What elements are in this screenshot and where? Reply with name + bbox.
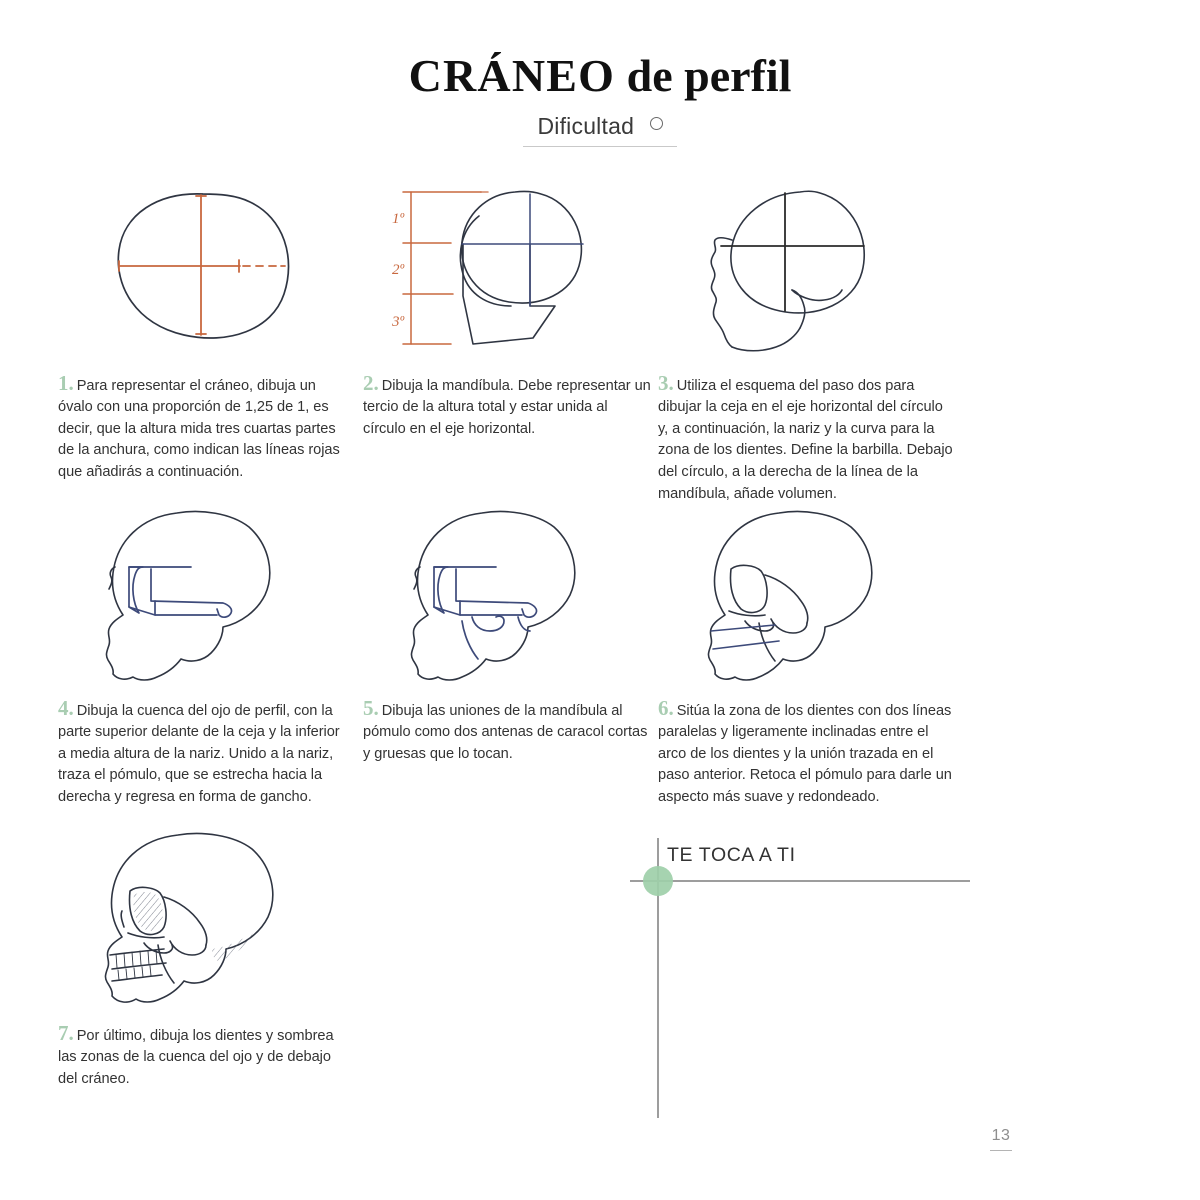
- step-4-number: 4.: [58, 695, 74, 720]
- step-5-caption: [363, 695, 653, 766]
- step-6: [658, 495, 953, 823]
- your-turn-marker-dot: [643, 866, 673, 896]
- step-2-illustration: [363, 170, 653, 358]
- step-5-illustration: [363, 495, 653, 683]
- your-turn-label: TE TOCA A TI: [667, 844, 796, 866]
- page-title-main: CRÁNEO: [408, 50, 616, 101]
- scale-mark-1: 1º: [392, 211, 405, 227]
- step-7-text: Por último, dibuja los dientes y sombrea las zonas de la cuenca del ojo y de debajo del cráneo.: [58, 1027, 334, 1087]
- step-1-caption-text: [58, 370, 348, 484]
- skull-step7-finished-shaded: [78, 823, 328, 1008]
- skull-step5-jaw-joints: [386, 503, 631, 683]
- step-6-text: Sitúa la zona de los dientes con dos líneas paralelas y ligeramente inclinadas entre el arco de los dientes y la unión trazada en el paso anterior. Retoca el pómulo para darle un aspecto más suave y redondeado.: [658, 702, 952, 805]
- eye-socket-shading: [133, 892, 162, 931]
- skull-step6-teeth-zone: [683, 503, 928, 683]
- your-turn-horizontal-rule: [630, 880, 970, 882]
- step-2: [363, 170, 653, 455]
- step-7-number: 7.: [58, 1020, 74, 1045]
- step-6-caption-text: [658, 695, 953, 809]
- step-6-illustration: [658, 495, 953, 683]
- step-3-text: Utiliza el esquema del paso dos para dibujar la ceja en el eje horizontal del círculo y, a continuación, la nariz y la curva para la zona de los dientes. Define la barbilla. Debajo del círculo, a la derecha de la línea de la mandíbula, añade volumen.: [658, 377, 953, 502]
- difficulty-label: Dificultad: [537, 113, 635, 140]
- step-4-text: Dibuja la cuenca del ojo de perfil, con la parte superior delante de la ceja y la inferior a media altura de la nariz. Unido a la nariz, traza el pómulo, que se estrecha hacia la derecha y regresa en forma de gancho.: [58, 702, 340, 805]
- scale-mark-2: 2º: [392, 262, 405, 278]
- step-3-illustration: [658, 170, 953, 358]
- page-header: [0, 52, 1200, 147]
- step-7-caption-text: [58, 1020, 348, 1091]
- step-3: [658, 170, 953, 520]
- step-1-text: Para representar el cráneo, dibuja un óvalo con una proporción de 1,25 de 1, es decir, que la altura mida tres cuartas partes de la anchura, como indican las líneas rojas que añadirás a continuación.: [58, 377, 340, 480]
- step-2-caption: [363, 370, 653, 441]
- step-4-illustration: [58, 495, 348, 683]
- difficulty-indicator: [523, 113, 676, 147]
- step-5-caption-text: [363, 695, 653, 766]
- step-3-caption: [658, 370, 953, 506]
- step-4: [58, 495, 348, 823]
- page-number-block: [990, 1127, 1012, 1151]
- page-title-sub: de perfil: [615, 50, 792, 101]
- skull-step3-profile-outline: [688, 178, 923, 358]
- page-title: [0, 52, 1200, 100]
- step-6-number: 6.: [658, 695, 674, 720]
- skull-step2-mandible-with-thirds-scale: [383, 178, 633, 358]
- step-2-caption-text: [363, 370, 653, 441]
- under-skull-shading: [212, 931, 254, 961]
- step-2-text: Dibuja la mandíbula. Debe representar un tercio de la altura total y estar unida al círculo en el eje horizontal.: [363, 377, 651, 437]
- difficulty-dot-1: [650, 117, 663, 130]
- step-1-number: 1.: [58, 370, 74, 395]
- page-number-rule: [990, 1150, 1012, 1151]
- step-5-text: Dibuja las uniones de la mandíbula al pómulo como dos antenas de caracol cortas y gruesas que lo tocan.: [363, 702, 648, 762]
- step-3-caption-text: [658, 370, 953, 506]
- step-6-caption: [658, 695, 953, 809]
- your-turn-section: [640, 838, 970, 1128]
- step-4-caption: [58, 695, 348, 809]
- step-1: [58, 170, 348, 498]
- page-number: 13: [991, 1127, 1011, 1144]
- skull-step1-oval-with-axes: [88, 178, 318, 358]
- step-5-number: 5.: [363, 695, 379, 720]
- step-2-number: 2.: [363, 370, 379, 395]
- step-4-caption-text: [58, 695, 348, 809]
- step-7-caption: [58, 1020, 348, 1091]
- step-7-illustration: [58, 820, 348, 1008]
- step-1-caption: [58, 370, 348, 484]
- difficulty-dots: [648, 117, 663, 135]
- scale-marks: [391, 211, 405, 330]
- step-5: [363, 495, 653, 780]
- step-7: [58, 820, 348, 1105]
- step-1-illustration: [58, 170, 348, 358]
- scale-mark-3: 3º: [392, 314, 405, 330]
- step-3-number: 3.: [658, 370, 674, 395]
- skull-step4-eye-socket-and-cheekbone: [81, 503, 326, 683]
